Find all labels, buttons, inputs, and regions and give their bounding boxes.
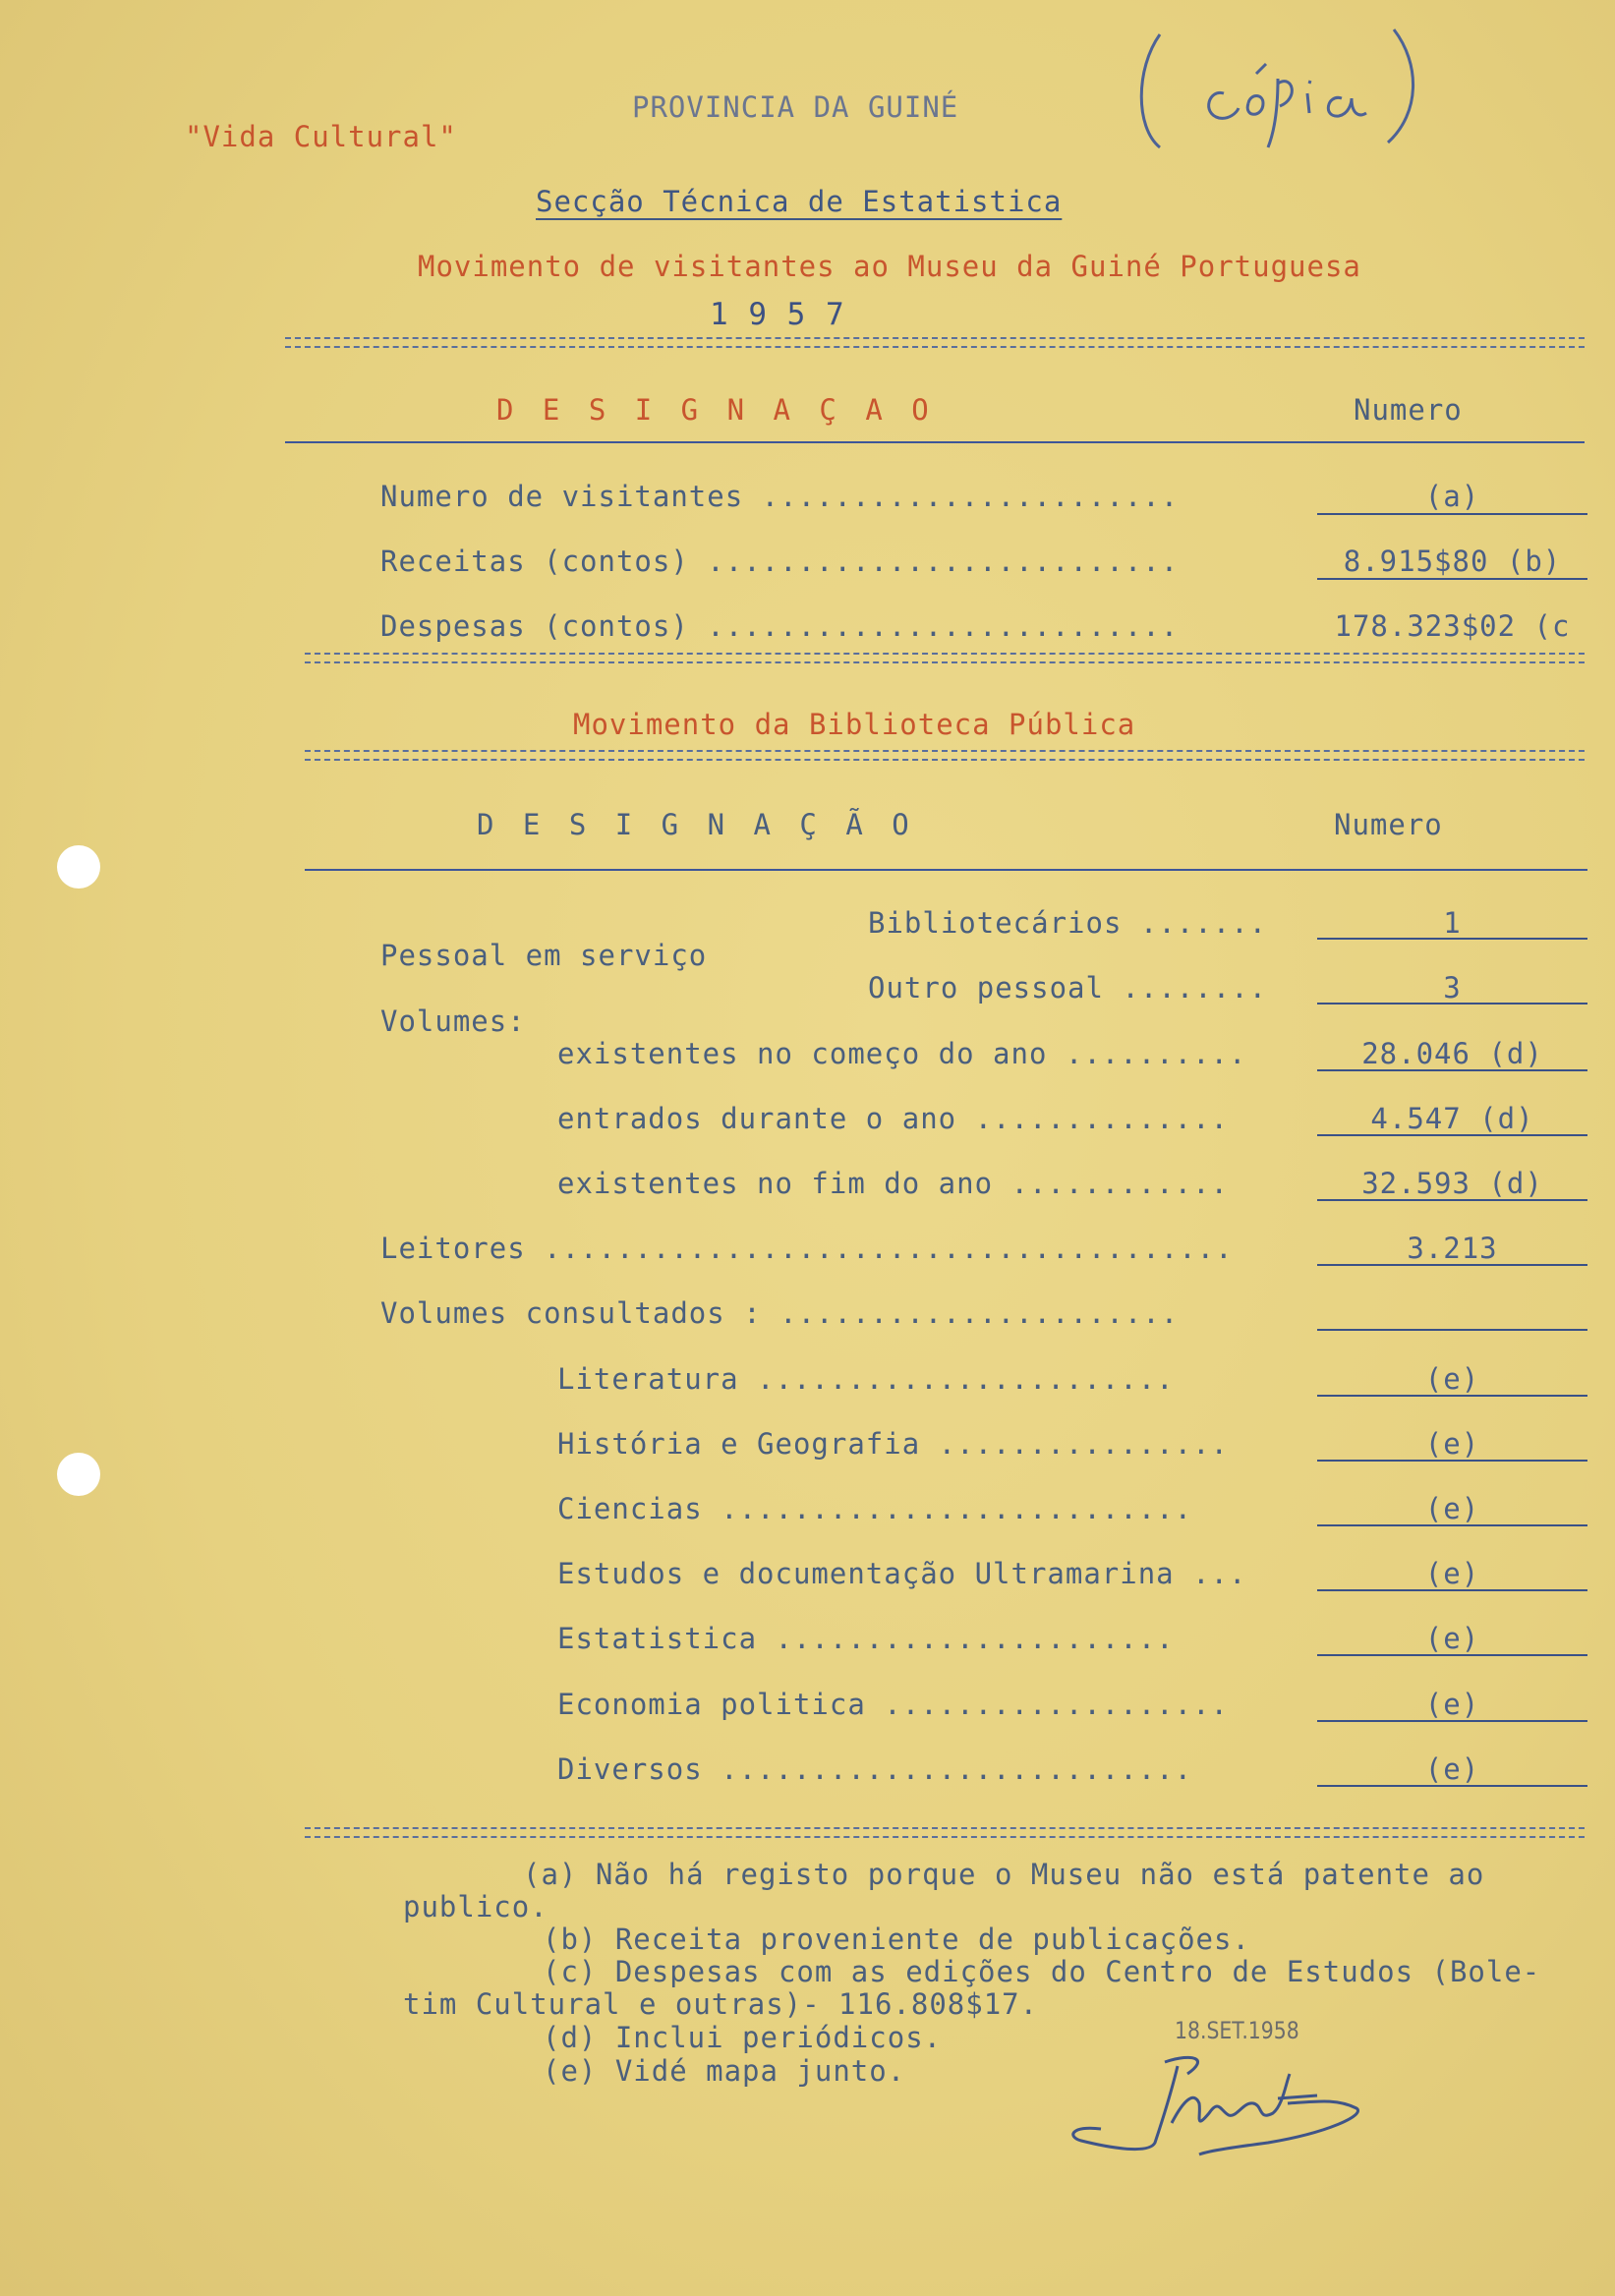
punch-hole (57, 1453, 100, 1496)
consulted-row-label: Estudos e documentação Ultramarina ... (557, 1557, 1247, 1590)
readers-value: 3.213 (1407, 1232, 1498, 1265)
volumes-label: Volumes: (380, 1004, 526, 1038)
value-underline (1317, 1589, 1587, 1591)
museum-row-value: (a) (1424, 480, 1480, 513)
museum-col-number: Numero (1354, 393, 1463, 427)
museum-row-label: Numero de visitantes ....................... (380, 480, 1180, 513)
value-underline (1317, 578, 1587, 580)
footnote-a: (a) Não há registo porque o Museu não está patente ao (523, 1858, 1485, 1891)
value-underline (1317, 1395, 1587, 1397)
year: 1 9 5 7 (710, 297, 845, 332)
double-rule (305, 750, 1585, 761)
museum-row-label: Despesas (contos) .......................... (380, 609, 1180, 643)
volume-row-label: existentes no fim do ano ............ (557, 1167, 1230, 1200)
museum-row-value: 8.915$80 (b) (1343, 545, 1562, 578)
value-underline (1317, 513, 1587, 515)
consulted-row-label: Diversos .......................... (557, 1752, 1193, 1786)
library-title: Movimento da Biblioteca Pública (573, 708, 1136, 741)
footnote-c: (c) Despesas com as edições do Centro de Estudos (Bole- (543, 1955, 1541, 1988)
consulted-row-label: História e Geografia ................ (557, 1427, 1230, 1461)
document-title: Movimento de visitantes ao Museu da Guiné Portuguesa (418, 250, 1361, 283)
readers-label: Leitores ...................................... (380, 1232, 1234, 1265)
value-underline (1317, 1329, 1587, 1331)
province-heading: PROVINCIA DA GUINÉ (632, 90, 959, 124)
consulted-row-label: Economia politica ................... (557, 1688, 1230, 1721)
staff-row-label: Outro pessoal ........ (868, 971, 1268, 1004)
consulted-row-label: Estatistica ...................... (557, 1622, 1175, 1655)
copy-handwritten-mark (1130, 20, 1425, 157)
value-underline (1317, 1785, 1587, 1787)
double-rule (305, 1827, 1585, 1838)
value-underline (1317, 1134, 1587, 1136)
double-rule (305, 653, 1585, 663)
volume-row-label: entrados durante o ano .............. (557, 1102, 1230, 1135)
consulted-row-value: (e) (1424, 1557, 1480, 1590)
staff-row-label: Bibliotecários ....... (868, 906, 1268, 940)
consulted-label: Volumes consultados : ...................... (380, 1296, 1180, 1330)
consulted-row-label: Ciencias .......................... (557, 1492, 1193, 1525)
footnote-d: (d) Inclui periódicos. (543, 2021, 943, 2054)
consulted-row-value: (e) (1424, 1492, 1480, 1525)
value-underline (1317, 1524, 1587, 1526)
museum-row-label: Receitas (contos) .......................... (380, 545, 1180, 578)
consulted-row-value: (e) (1424, 1622, 1480, 1655)
value-underline (1317, 1003, 1587, 1004)
library-col-number: Numero (1334, 808, 1443, 841)
date-stamp: 18.SET.1958 (1175, 2017, 1299, 2044)
footnote-b: (b) Receita proveniente de publicações. (543, 1923, 1250, 1956)
volume-row-value: 28.046 (d) (1361, 1037, 1543, 1070)
value-underline (1317, 1460, 1587, 1462)
margin-note: "Vida Cultural" (185, 120, 457, 153)
staff-label: Pessoal em serviço (380, 939, 708, 972)
value-underline (1317, 1654, 1587, 1656)
double-rule (285, 337, 1585, 348)
volume-row-value: 32.593 (d) (1361, 1167, 1543, 1200)
consulted-row-value: (e) (1424, 1427, 1480, 1461)
value-underline (1317, 1720, 1587, 1722)
consulted-row-value: (e) (1424, 1362, 1480, 1396)
staff-row-value: 1 (1443, 906, 1462, 940)
value-underline (1317, 1069, 1587, 1071)
staff-row-value: 3 (1443, 971, 1462, 1004)
museum-row-value: 178.323$02 (c (1334, 609, 1571, 643)
value-underline (1317, 1199, 1587, 1201)
footnote-e: (e) Vidé mapa junto. (543, 2054, 906, 2088)
consulted-row-value: (e) (1424, 1752, 1480, 1786)
signature (1062, 2044, 1396, 2172)
header-rule (305, 869, 1587, 871)
museum-col-designation: D E S I G N A Ç A O (496, 393, 935, 427)
consulted-row-value: (e) (1424, 1688, 1480, 1721)
value-underline (1317, 938, 1587, 940)
volume-row-value: 4.547 (d) (1370, 1102, 1534, 1135)
punch-hole (57, 845, 100, 889)
header-rule (285, 441, 1585, 443)
footnote-c-cont: tim Cultural e outras)- 116.808$17. (403, 1987, 1039, 2021)
library-col-designation: D E S I G N A Ç Ã O (477, 808, 915, 841)
section-heading: Secção Técnica de Estatistica (536, 185, 1063, 218)
consulted-row-label: Literatura ....................... (557, 1362, 1175, 1396)
value-underline (1317, 1264, 1587, 1266)
footnote-a-cont: publico. (403, 1890, 548, 1923)
volume-row-label: existentes no começo do ano .......... (557, 1037, 1247, 1070)
